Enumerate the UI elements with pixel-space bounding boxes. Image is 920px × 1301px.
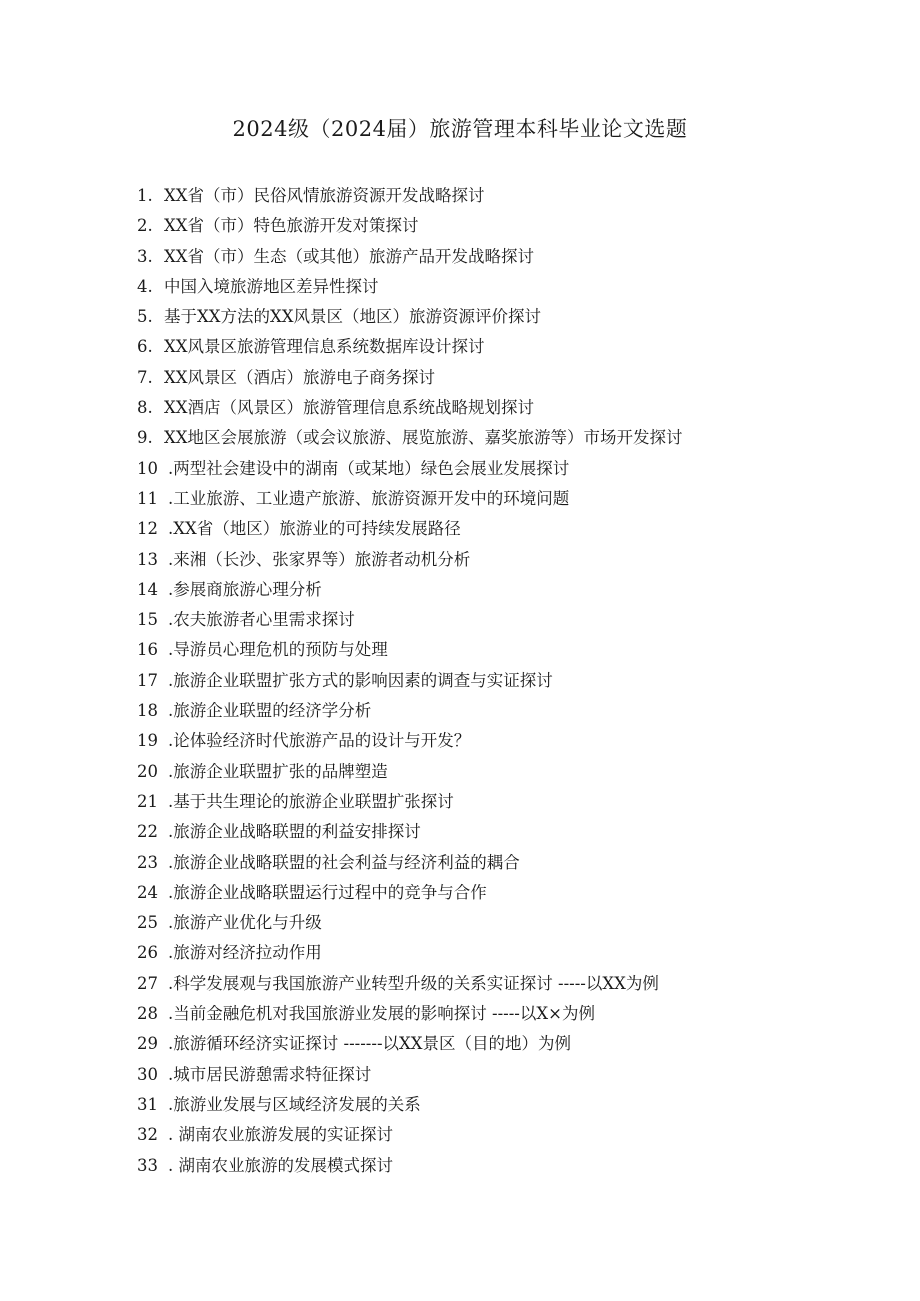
topic-text: .旅游产业优化与升级 (168, 913, 322, 933)
topic-number: 31 (137, 1094, 158, 1114)
topic-text: XX风景区旅游管理信息系统数据库设计探讨 (164, 337, 485, 357)
topic-item (137, 666, 877, 696)
topic-item (137, 575, 877, 605)
topic-text: 中国入境旅游地区差异性探讨 (164, 276, 379, 296)
topic-item (137, 393, 877, 423)
topic-item (137, 1060, 877, 1090)
topic-number: 2. (137, 216, 153, 236)
topic-text: .参展商旅游心理分析 (168, 579, 322, 599)
topic-item (137, 1090, 877, 1120)
topic-number: 12 (137, 519, 158, 539)
topic-item (137, 908, 877, 938)
topic-item (137, 211, 877, 241)
topic-text: .来湘（长沙、张家界等）旅游者动机分析 (168, 549, 471, 569)
topic-text: .工业旅游、工业遗产旅游、旅游资源开发中的环境问题 (168, 488, 570, 508)
topic-number: 24 (137, 882, 158, 902)
topic-item (137, 1029, 877, 1059)
topic-number: 8. (137, 398, 153, 418)
topic-number: 9. (137, 428, 153, 448)
topic-text: .两型社会建设中的湖南（或某地）绿色会展业发展探讨 (168, 458, 570, 478)
topic-number: 28 (137, 1004, 158, 1024)
topic-number: 16 (137, 640, 158, 660)
topic-text: .科学发展观与我国旅游产业转型升级的关系实证探讨 -----以XX为例 (168, 973, 659, 993)
topic-item (137, 302, 877, 332)
topic-text: .当前金融危机对我国旅游业发展的影响探讨 -----以X×为例 (168, 1004, 595, 1024)
topic-text: 基于XX方法的XX风景区（地区）旅游资源评价探讨 (164, 307, 541, 327)
topic-text: .旅游企业战略联盟的社会利益与经济利益的耦合 (168, 852, 520, 872)
topic-text: .基于共生理论的旅游企业联盟扩张探讨 (168, 791, 454, 811)
topic-text: .旅游业发展与区域经济发展的关系 (168, 1094, 421, 1114)
topic-number: 25 (137, 913, 158, 933)
topic-item (137, 1151, 877, 1181)
topic-item (137, 423, 877, 453)
topic-number: 4. (137, 276, 153, 296)
topic-text: .旅游企业联盟的经济学分析 (168, 701, 372, 721)
topic-item (137, 999, 877, 1029)
topic-number: 32 (137, 1125, 158, 1145)
topic-number: 11 (137, 488, 158, 508)
topic-text: .XX省（地区）旅游业的可持续发展路径 (168, 519, 461, 539)
topic-item (137, 969, 877, 999)
topic-number: 14 (137, 579, 158, 599)
topic-item (137, 605, 877, 635)
topic-item (137, 848, 877, 878)
topic-text: .导游员心理危机的预防与处理 (168, 640, 388, 660)
topic-number: 20 (137, 761, 158, 781)
topic-item (137, 181, 877, 211)
topic-item (137, 1120, 877, 1150)
topic-number: 15 (137, 610, 158, 630)
topic-text: .旅游循环经济实证探讨 -------以XX景区（目的地）为例 (168, 1034, 572, 1054)
topic-number: 1. (137, 186, 153, 205)
topic-item (137, 938, 877, 968)
topic-number: 10 (137, 458, 158, 478)
topic-item (137, 878, 877, 908)
topic-number: 23 (137, 852, 158, 872)
topic-item (137, 757, 877, 787)
topic-number: 7. (137, 367, 153, 387)
topic-number: 33 (137, 1155, 158, 1175)
topic-text: XX地区会展旅游（或会议旅游、展览旅游、嘉奖旅游等）市场开发探讨 (164, 428, 683, 448)
topic-number: 17 (137, 670, 158, 690)
topic-text: .旅游企业战略联盟的利益安排探讨 (168, 822, 421, 842)
topic-text: .论体验经济时代旅游产品的设计与开发？ (168, 731, 471, 751)
topic-number: 30 (137, 1064, 158, 1084)
topic-number: 3. (137, 246, 153, 266)
topic-number: 21 (137, 791, 158, 811)
topic-text: XX风景区（酒店）旅游电子商务探讨 (164, 367, 435, 387)
topic-text: .旅游对经济拉动作用 (168, 943, 322, 963)
topic-number: 19 (137, 731, 158, 751)
topic-text: .旅游企业联盟扩张方式的影响因素的调查与实证探讨 (168, 670, 553, 690)
topic-number: 13 (137, 549, 158, 569)
topic-item (137, 635, 877, 665)
topic-item (137, 726, 877, 756)
topic-item (137, 484, 877, 514)
topic-text: XX省（市）特色旅游开发对策探讨 (164, 216, 419, 236)
topic-number: 18 (137, 701, 158, 721)
document-title: 2024级（2024届）旅游管理本科毕业论文选题 (232, 117, 688, 141)
topic-text: . 湖南农业旅游发展的实证探讨 (168, 1125, 393, 1145)
topic-item (137, 454, 877, 484)
topic-text: .旅游企业战略联盟运行过程中的竞争与合作 (168, 882, 487, 902)
topic-item (137, 242, 877, 272)
topic-number: 22 (137, 822, 158, 842)
topic-list (137, 181, 877, 1181)
topic-text: .农夫旅游者心里需求探讨 (168, 610, 355, 630)
topic-text: .城市居民游憩需求特征探讨 (168, 1064, 372, 1084)
topic-item (137, 514, 877, 544)
topic-item (137, 363, 877, 393)
topic-number: 29 (137, 1034, 158, 1054)
topic-item (137, 545, 877, 575)
topic-item (137, 817, 877, 847)
topic-number: 27 (137, 973, 158, 993)
topic-text: XX省（市）民俗风情旅游资源开发战略探讨 (164, 186, 485, 205)
topic-number: 26 (137, 943, 158, 963)
topic-number: 5. (137, 307, 153, 327)
topic-text: .旅游企业联盟扩张的品牌塑造 (168, 761, 388, 781)
topic-item (137, 787, 877, 817)
topic-text: . 湖南农业旅游的发展模式探讨 (168, 1155, 393, 1175)
topic-item (137, 332, 877, 362)
topic-text: XX省（市）生态（或其他）旅游产品开发战略探讨 (164, 246, 534, 266)
topic-text: XX酒店（风景区）旅游管理信息系统战略规划探讨 (164, 398, 534, 418)
topic-item (137, 696, 877, 726)
topic-item (137, 272, 877, 302)
topic-number: 6. (137, 337, 153, 357)
